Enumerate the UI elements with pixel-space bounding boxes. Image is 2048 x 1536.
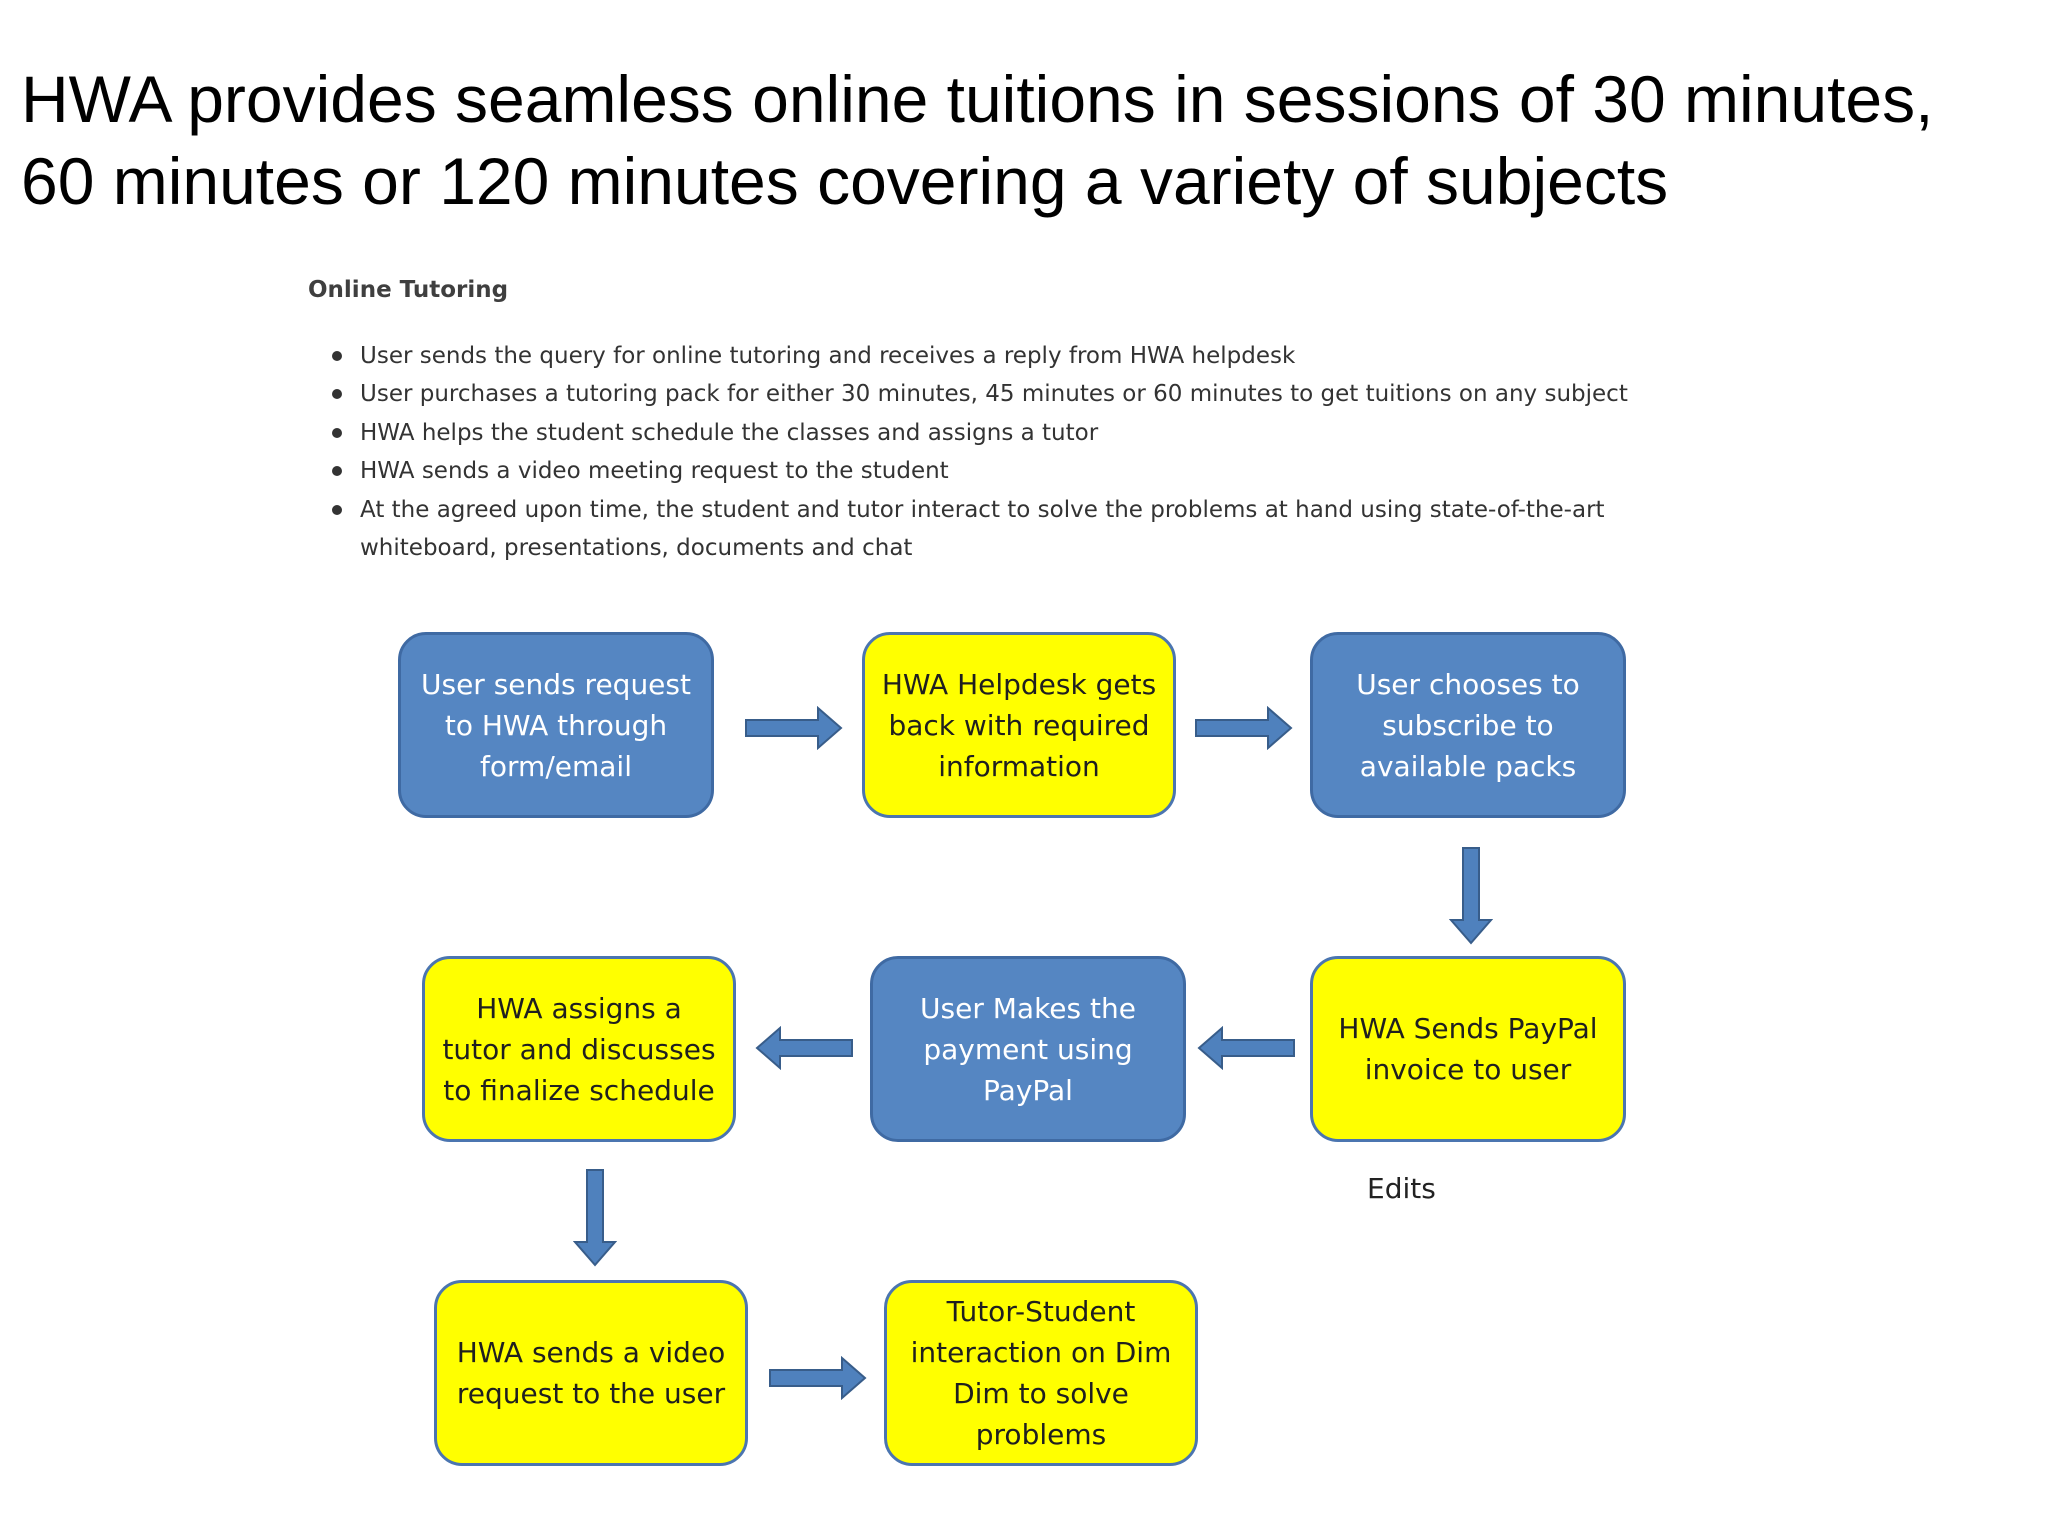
arrow-right-icon [1194,706,1294,750]
bullet-text: At the agreed upon time, the student and tutor interact to solve the problems at hand using state-of-the-art whiteboard, presentations, documents and chat [360,496,1605,562]
bullet-dot-icon [332,428,342,438]
bullet-text: User purchases a tutoring pack for either 30 minutes, 45 minutes or 60 minutes to get tuitions on any subject [360,381,1628,408]
step-make-payment: User Makes the payment using PayPal [870,956,1186,1142]
step-assign-tutor: HWA assigns a tutor and discusses to finalize schedule [422,956,736,1142]
bullet-dot-icon [332,466,342,476]
section-title: Online Tutoring [308,277,509,303]
step-send-request: User sends request to HWA through form/email [398,632,714,818]
page-headline [21,58,2031,222]
bullet-text: HWA helps the student schedule the classes and assigns a tutor [360,419,1099,446]
arrow-left-icon [1196,1026,1296,1070]
headline-line-1: HWA provides seamless online tuitions in sessions of 30 minutes, [21,62,1934,136]
arrow-right-icon [744,706,844,750]
bullet-text: User sends the query for online tutoring and receives a reply from HWA helpdesk [360,343,1296,369]
arrow-down-icon [1449,846,1493,946]
step-choose-pack: User chooses to subscribe to available packs [1310,632,1626,818]
arrow-left-icon [754,1026,854,1070]
step-tutor-interaction: Tutor-Student interaction on Dim Dim to solve problems [884,1280,1198,1466]
bullet-item [330,491,1700,568]
bullet-item [330,337,1700,375]
bullet-list [330,337,1700,567]
bullet-item [330,452,1700,490]
bullet-item [330,375,1700,413]
step-helpdesk-reply: HWA Helpdesk gets back with required information [862,632,1176,818]
bullet-text: HWA sends a video meeting request to the student [360,458,949,485]
arrow-down-icon [573,1168,617,1268]
arrow-right-icon [768,1356,868,1400]
bullet-dot-icon [332,351,342,361]
step-paypal-invoice: HWA Sends PayPal invoice to user [1310,956,1626,1142]
bullet-dot-icon [332,389,342,399]
headline-line-2: 60 minutes or 120 minutes covering a variety of subjects [21,144,1669,218]
edits-label: Edits [1367,1172,1436,1205]
bullet-dot-icon [332,505,342,515]
step-video-request: HWA sends a video request to the user [434,1280,748,1466]
bullet-item [330,414,1700,452]
